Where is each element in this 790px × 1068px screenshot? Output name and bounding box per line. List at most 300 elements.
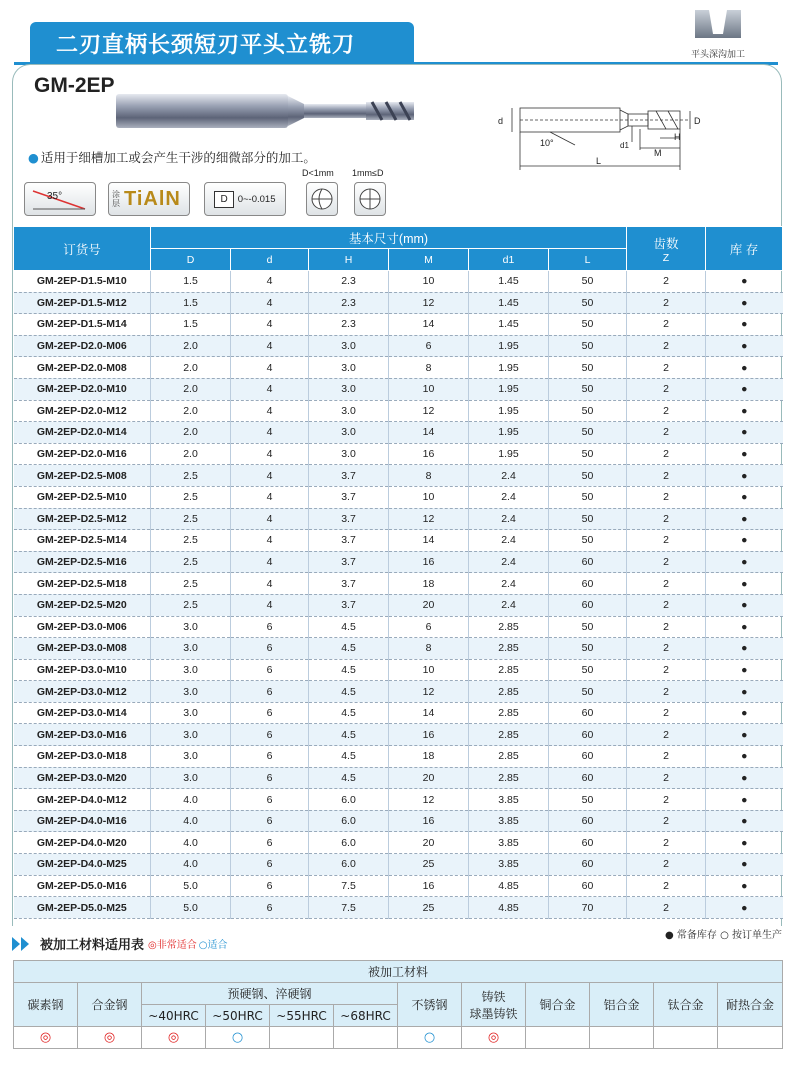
cell-Z: 2 (627, 854, 706, 876)
cell-d1: 4.85 (469, 875, 549, 897)
stock-mark: ● (706, 832, 783, 854)
cell-L: 50 (549, 659, 627, 681)
table-row (14, 530, 783, 552)
material-rating: ○ (206, 1027, 270, 1049)
cell-H: 4.5 (309, 659, 389, 681)
small-diameter-icon (306, 182, 338, 216)
cell-Z: 2 (627, 746, 706, 768)
table-row (14, 897, 783, 919)
cell-d: 6 (231, 789, 309, 811)
cell-d: 4 (231, 465, 309, 487)
order-code-cell: GM-2EP-D2.0-M12 (14, 400, 151, 422)
cell-D: 1.5 (151, 314, 231, 336)
cell-H: 6.0 (309, 789, 389, 811)
cell-L: 50 (549, 616, 627, 638)
order-code-cell: GM-2EP-D3.0-M06 (14, 616, 151, 638)
table-row (14, 465, 783, 487)
cell-M: 25 (389, 897, 469, 919)
cell-D: 2.0 (151, 378, 231, 400)
cell-d: 4 (231, 314, 309, 336)
cell-Z: 2 (627, 378, 706, 400)
cell-L: 50 (549, 530, 627, 552)
stock-mark: ● (706, 335, 783, 357)
materials-title: 被加工材料适用表 (40, 938, 145, 953)
cell-d1: 2.4 (469, 551, 549, 573)
order-code-cell: GM-2EP-D1.5-M10 (14, 271, 151, 293)
stock-mark: ● (706, 767, 783, 789)
cell-Z: 2 (627, 443, 706, 465)
cell-D: 2.5 (151, 594, 231, 616)
cell-H: 4.5 (309, 638, 389, 660)
cell-Z: 2 (627, 314, 706, 336)
stock-mark: ● (706, 443, 783, 465)
stock-mark: ● (706, 292, 783, 314)
cell-L: 50 (549, 422, 627, 444)
table-row (14, 292, 783, 314)
cell-L: 50 (549, 400, 627, 422)
table-row (14, 357, 783, 379)
cell-d1: 3.85 (469, 789, 549, 811)
mat-alloy: 合金钢 (78, 983, 142, 1027)
cell-H: 3.7 (309, 465, 389, 487)
cell-L: 50 (549, 789, 627, 811)
cell-D: 4.0 (151, 789, 231, 811)
cell-M: 18 (389, 573, 469, 595)
order-code-cell: GM-2EP-D3.0-M08 (14, 638, 151, 660)
cell-Z: 2 (627, 422, 706, 444)
cell-d1: 1.95 (469, 400, 549, 422)
cell-D: 3.0 (151, 681, 231, 703)
cell-d: 4 (231, 508, 309, 530)
cell-L: 50 (549, 357, 627, 379)
cell-M: 8 (389, 357, 469, 379)
cell-M: 20 (389, 594, 469, 616)
stock-mark: ● (706, 486, 783, 508)
material-rating: ◎ (14, 1027, 78, 1049)
mat-hrc-50: ~50HRC (206, 1005, 270, 1027)
cell-D: 4.0 (151, 832, 231, 854)
table-row (14, 702, 783, 724)
cell-D: 2.5 (151, 573, 231, 595)
cell-d1: 3.85 (469, 854, 549, 876)
cell-L: 50 (549, 271, 627, 293)
order-code-cell: GM-2EP-D3.0-M20 (14, 767, 151, 789)
cell-M: 16 (389, 551, 469, 573)
cell-L: 60 (549, 832, 627, 854)
cell-D: 3.0 (151, 724, 231, 746)
cell-H: 6.0 (309, 854, 389, 876)
col-teeth-sub: Z (662, 251, 670, 264)
cell-M: 14 (389, 422, 469, 444)
dim-d1-label: d1 (620, 141, 629, 150)
cell-d1: 2.85 (469, 746, 549, 768)
table-row (14, 854, 783, 876)
table-row (14, 594, 783, 616)
mat-aluminum: 铝合金 (590, 983, 654, 1027)
cell-d1: 2.85 (469, 638, 549, 660)
table-row (14, 400, 783, 422)
cell-Z: 2 (627, 530, 706, 552)
cell-D: 2.5 (151, 486, 231, 508)
cell-d: 4 (231, 357, 309, 379)
col-d: d (231, 249, 309, 271)
order-code-cell: GM-2EP-D1.5-M12 (14, 292, 151, 314)
cell-H: 2.3 (309, 271, 389, 293)
cell-d1: 2.4 (469, 530, 549, 552)
col-teeth-label: 齿数 (653, 236, 679, 251)
mat-cast-iron-1: 铸铁 (481, 989, 506, 1004)
mat-hrc-55: ~55HRC (270, 1005, 334, 1027)
order-code-cell: GM-2EP-D4.0-M25 (14, 854, 151, 876)
cell-H: 3.0 (309, 357, 389, 379)
table-row (14, 486, 783, 508)
order-code-cell: GM-2EP-D2.5-M18 (14, 573, 151, 595)
table-row (14, 767, 783, 789)
mat-heat-resistant: 耐热合金 (718, 983, 783, 1027)
cell-Z: 2 (627, 659, 706, 681)
cell-L: 50 (549, 508, 627, 530)
cell-L: 60 (549, 551, 627, 573)
corner-caption: 平头深沟加工 (690, 50, 745, 60)
cell-M: 6 (389, 335, 469, 357)
order-code-cell: GM-2EP-D2.5-M14 (14, 530, 151, 552)
cell-d: 4 (231, 530, 309, 552)
cell-H: 3.7 (309, 551, 389, 573)
stock-mark: ● (706, 638, 783, 660)
col-d1: d1 (469, 249, 549, 271)
material-rating (270, 1027, 334, 1049)
order-code-cell: GM-2EP-D2.5-M10 (14, 486, 151, 508)
cell-M: 14 (389, 702, 469, 724)
cell-M: 20 (389, 832, 469, 854)
cell-Z: 2 (627, 486, 706, 508)
cell-M: 8 (389, 638, 469, 660)
cell-d: 4 (231, 292, 309, 314)
mat-cast-iron (462, 983, 526, 1027)
double-arrow-icon (12, 937, 36, 951)
cell-H: 4.5 (309, 767, 389, 789)
cell-M: 12 (389, 681, 469, 703)
coating-prefix: 涂层 (112, 190, 120, 208)
cell-d1: 2.85 (469, 616, 549, 638)
cell-Z: 2 (627, 616, 706, 638)
col-M: M (389, 249, 469, 271)
stock-mark: ● (706, 314, 783, 336)
cell-D: 4.0 (151, 854, 231, 876)
stock-mark: ● (706, 357, 783, 379)
col-D: D (151, 249, 231, 271)
order-code-cell: GM-2EP-D2.5-M20 (14, 594, 151, 616)
tool-image (116, 90, 416, 132)
cell-D: 2.5 (151, 465, 231, 487)
cell-d1: 1.95 (469, 422, 549, 444)
table-row (14, 551, 783, 573)
stock-mark: ● (706, 789, 783, 811)
order-code-cell: GM-2EP-D1.5-M14 (14, 314, 151, 336)
stock-mark: ● (706, 854, 783, 876)
cell-M: 6 (389, 616, 469, 638)
mat-hrc-68: ~68HRC (334, 1005, 398, 1027)
table-row (14, 724, 783, 746)
cell-d: 6 (231, 897, 309, 919)
cell-Z: 2 (627, 810, 706, 832)
tolerance-icon (204, 182, 286, 216)
cell-Z: 2 (627, 897, 706, 919)
col-teeth (627, 227, 706, 271)
stock-mark: ● (706, 551, 783, 573)
order-code-cell: GM-2EP-D3.0-M14 (14, 702, 151, 724)
materials-table (13, 960, 783, 1049)
table-row (14, 789, 783, 811)
cell-d: 6 (231, 810, 309, 832)
tolerance-value: 0~-0.015 (237, 193, 276, 205)
cell-d1: 2.4 (469, 573, 549, 595)
cell-H: 4.5 (309, 746, 389, 768)
stock-mark: ● (706, 702, 783, 724)
cell-M: 12 (389, 400, 469, 422)
cell-Z: 2 (627, 638, 706, 660)
stock-mark: ● (706, 616, 783, 638)
cell-L: 50 (549, 314, 627, 336)
cell-Z: 2 (627, 789, 706, 811)
cell-d: 4 (231, 271, 309, 293)
cell-d: 6 (231, 681, 309, 703)
helix-angle-icon (24, 182, 96, 216)
cell-d1: 2.4 (469, 594, 549, 616)
stock-mark: ● (706, 508, 783, 530)
mat-copper: 铜合金 (526, 983, 590, 1027)
cell-H: 3.0 (309, 378, 389, 400)
cell-H: 3.0 (309, 400, 389, 422)
dimension-schematic (490, 100, 720, 175)
cell-d1: 2.85 (469, 702, 549, 724)
cell-L: 50 (549, 638, 627, 660)
cell-H: 3.7 (309, 508, 389, 530)
stock-mark: ● (706, 875, 783, 897)
mat-titanium: 钛合金 (654, 983, 718, 1027)
stock-mark: ● (706, 400, 783, 422)
cell-H: 3.7 (309, 573, 389, 595)
cell-Z: 2 (627, 702, 706, 724)
table-row (14, 616, 783, 638)
cell-D: 3.0 (151, 702, 231, 724)
cell-H: 6.0 (309, 810, 389, 832)
cell-L: 60 (549, 875, 627, 897)
cell-H: 3.0 (309, 335, 389, 357)
cell-D: 2.0 (151, 400, 231, 422)
cell-L: 60 (549, 702, 627, 724)
cell-L: 70 (549, 897, 627, 919)
cell-d: 4 (231, 378, 309, 400)
cell-H: 3.7 (309, 530, 389, 552)
cell-Z: 2 (627, 551, 706, 573)
material-rating (526, 1027, 590, 1049)
cell-D: 5.0 (151, 875, 231, 897)
table-row (14, 314, 783, 336)
cell-M: 16 (389, 810, 469, 832)
cell-D: 3.0 (151, 767, 231, 789)
cell-L: 60 (549, 594, 627, 616)
cell-d1: 1.95 (469, 443, 549, 465)
cell-d1: 1.45 (469, 314, 549, 336)
description-text: 适用于细槽加工或会产生干涉的细微部分的加工。 (40, 150, 316, 165)
stock-mark: ● (706, 659, 783, 681)
small-diameter-label: D<1mm (302, 168, 334, 178)
table-row (14, 335, 783, 357)
cell-H: 4.5 (309, 702, 389, 724)
very-suitable-legend: ◎非常适合 (148, 940, 197, 951)
order-code-cell: GM-2EP-D3.0-M16 (14, 724, 151, 746)
dim-m-label: M (654, 148, 662, 158)
cell-H: 7.5 (309, 875, 389, 897)
order-code-cell: GM-2EP-D5.0-M16 (14, 875, 151, 897)
cell-d1: 2.85 (469, 681, 549, 703)
order-code-cell: GM-2EP-D2.5-M08 (14, 465, 151, 487)
stock-mark: ● (706, 271, 783, 293)
cell-M: 8 (389, 465, 469, 487)
dim-l-label: L (596, 156, 602, 166)
cell-D: 2.5 (151, 508, 231, 530)
cell-M: 14 (389, 530, 469, 552)
cell-d: 6 (231, 854, 309, 876)
order-code-cell: GM-2EP-D2.0-M10 (14, 378, 151, 400)
model-name: GM-2EP (34, 74, 115, 97)
cell-M: 16 (389, 443, 469, 465)
tolerance-d: D (214, 191, 233, 208)
cell-H: 4.5 (309, 616, 389, 638)
order-code-cell: GM-2EP-D2.0-M08 (14, 357, 151, 379)
cell-Z: 2 (627, 573, 706, 595)
cell-d: 6 (231, 746, 309, 768)
cell-H: 3.7 (309, 594, 389, 616)
table-row (14, 875, 783, 897)
cell-d: 4 (231, 335, 309, 357)
table-row (14, 659, 783, 681)
cell-d1: 2.4 (469, 465, 549, 487)
cell-d: 4 (231, 422, 309, 444)
cell-M: 25 (389, 854, 469, 876)
cell-L: 60 (549, 854, 627, 876)
cell-Z: 2 (627, 594, 706, 616)
mat-cast-iron-2: 球墨铸铁 (469, 1006, 518, 1021)
cell-H: 4.5 (309, 724, 389, 746)
cell-M: 12 (389, 292, 469, 314)
table-row (14, 810, 783, 832)
col-L: L (549, 249, 627, 271)
suitable-legend: ○适合 (198, 940, 228, 951)
cell-D: 2.0 (151, 335, 231, 357)
cell-Z: 2 (627, 400, 706, 422)
stock-legend: ● 常备库存 ○ 按订单生产 (665, 930, 782, 941)
cell-M: 12 (389, 508, 469, 530)
cell-L: 50 (549, 443, 627, 465)
cell-D: 3.0 (151, 659, 231, 681)
cell-d: 4 (231, 551, 309, 573)
order-code-cell: GM-2EP-D4.0-M16 (14, 810, 151, 832)
material-rating (590, 1027, 654, 1049)
cell-H: 6.0 (309, 832, 389, 854)
cell-D: 3.0 (151, 616, 231, 638)
cell-M: 16 (389, 724, 469, 746)
cell-d: 6 (231, 767, 309, 789)
page-title: 二刃直柄长颈短刃平头立铣刀 (30, 22, 414, 64)
order-code-cell: GM-2EP-D2.0-M16 (14, 443, 151, 465)
cell-L: 50 (549, 335, 627, 357)
cell-Z: 2 (627, 875, 706, 897)
order-code-cell: GM-2EP-D5.0-M25 (14, 897, 151, 919)
table-row (14, 573, 783, 595)
material-rating (654, 1027, 718, 1049)
col-stock: 库 存 (706, 227, 783, 271)
cell-d: 4 (231, 400, 309, 422)
cell-Z: 2 (627, 357, 706, 379)
groove-icon (693, 8, 743, 40)
material-rating: ◎ (462, 1027, 526, 1049)
material-rating (718, 1027, 783, 1049)
material-rating: ◎ (142, 1027, 206, 1049)
cell-d1: 1.45 (469, 292, 549, 314)
table-row (14, 378, 783, 400)
stock-mark: ● (706, 530, 783, 552)
col-basic-dims: 基本尺寸(mm) (151, 227, 627, 249)
table-row (14, 638, 783, 660)
cell-M: 18 (389, 746, 469, 768)
spec-table (13, 226, 783, 919)
cell-H: 3.0 (309, 422, 389, 444)
cell-Z: 2 (627, 292, 706, 314)
cell-Z: 2 (627, 832, 706, 854)
table-row (14, 271, 783, 293)
order-code-cell: GM-2EP-D3.0-M10 (14, 659, 151, 681)
cell-M: 10 (389, 486, 469, 508)
cell-d: 6 (231, 638, 309, 660)
cell-d: 6 (231, 832, 309, 854)
material-rating (334, 1027, 398, 1049)
cell-H: 2.3 (309, 314, 389, 336)
cell-L: 60 (549, 724, 627, 746)
cell-L: 50 (549, 292, 627, 314)
stock-mark: ● (706, 724, 783, 746)
cell-M: 10 (389, 271, 469, 293)
spec-table-body (14, 271, 783, 919)
cell-d: 4 (231, 573, 309, 595)
coating-icon (108, 182, 190, 216)
cell-d: 6 (231, 724, 309, 746)
cell-D: 2.0 (151, 443, 231, 465)
cell-Z: 2 (627, 767, 706, 789)
cell-d: 6 (231, 702, 309, 724)
cell-D: 3.0 (151, 638, 231, 660)
cell-M: 14 (389, 314, 469, 336)
cell-H: 4.5 (309, 681, 389, 703)
bullet-dot-icon: ● (28, 150, 39, 165)
col-order-no: 订货号 (14, 227, 151, 271)
cell-Z: 2 (627, 465, 706, 487)
table-row (14, 746, 783, 768)
cell-M: 16 (389, 875, 469, 897)
material-rating: ◎ (78, 1027, 142, 1049)
cell-D: 2.0 (151, 357, 231, 379)
cell-H: 7.5 (309, 897, 389, 919)
cell-d1: 3.85 (469, 810, 549, 832)
cell-d1: 4.85 (469, 897, 549, 919)
cell-M: 10 (389, 659, 469, 681)
cell-Z: 2 (627, 335, 706, 357)
coating-name: TiAlN (124, 187, 181, 210)
cell-H: 3.7 (309, 486, 389, 508)
cell-Z: 2 (627, 271, 706, 293)
cell-L: 50 (549, 378, 627, 400)
